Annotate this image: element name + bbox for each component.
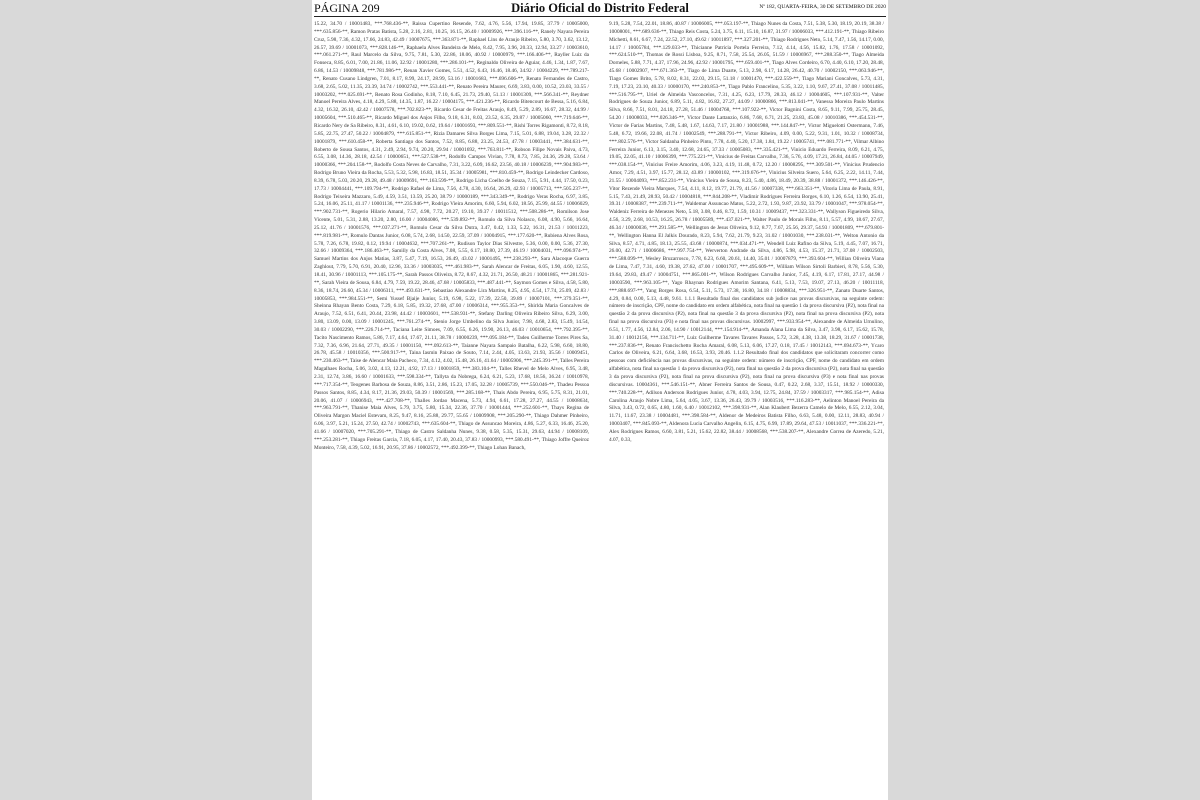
newspaper-page	[312, 0, 888, 800]
page-header	[314, 0, 886, 17]
issue-date: Nº 182, QUARTA-FEIRA, 30 DE SETEMBRO DE 2020	[759, 4, 886, 10]
text-column-left	[314, 21, 589, 800]
publication-title: Diário Oficial do Distrito Federal	[511, 1, 689, 15]
text-column-right	[609, 21, 884, 800]
page-number: PÁGINA 209	[314, 1, 380, 15]
column-text: 15.22, 34.70 / 10001483, ***.768.436-**, Raissa Cupertino Resende, 7.62, 4.76, 5.56, 17.94, 19.85, 37.79 / 10005000, ***.635.856-**, Ramon Pratas Batista, 5.28, 2.16, 2.81, 10.25, 16.15, 26.40 / 10009926, ***.396.116-**, Ranely Nayara Pereira Cruz, 5.98, 7.36, 4.32, 17.66, 24.83, 42.49 / 10007675, ***.363.871-**, Raphael Lins de Araujo Ribeiro, 5.80, 3.70, 3.62, 13.12, 26.57, 39.69 / 10001073, ***.828.146-**, Raphaela Alves Bandeira de Melo, 8.42, 7.95, 3.96, 20.33, 12.94, 33.27 / 10003610, ***.061.271-**, Raul Marcelo da Silva, 9.75, 7.81, 5.30, 22.86, 18.06, 40.92 / 10000979, ***.166.406-**, Rayller Luiz da Fonseca, 8.85, 6.01, 7.00, 21.86, 11.06, 32.92 / 10001280, ***.286.101-**, Reginaldo Oliveira de Aguiar, 4.46, 1.34, 1.87, 7.67, 6.86, 14.53 / 10009848, ***.781.986-**, Renan Xavier Gomes, 5.51, 4.52, 6.43, 16.46, 18.46, 34.92 / 10004229, ***.789.217-**, Renato Cusano Lindgren, 7.01, 8.17, 8.99, 24.17, 28.99, 53.16 / 10001683, ***.696.606-**, Renato Fernandes de Castro, 3.68, 2.65, 5.02, 11.35, 23.39, 34.74 / 10002742, ***.553.441-**, Renato Pereira Maurer, 6.69, 3.83, 0.00, 10.52, 23.03, 33.55 / 10003202, ***.025.691-**, Renato Rosa Godinho, 8.18, 7.10, 6.45, 21.73, 29.40, 51.13 / 10001309, ***.566.341-**, Reydner Manoel Pereira Alves, 4.18, 4.29, 5.88, 14.35, 1.87, 16.22 / 10004175, ***.421.236-**, Ricardo Bitencourt de Bessa, 5.16, 6.84, 4.32, 16.32, 26.10, 42.42 / 10007578, ***.702.823-**, Ricardo Cesar de Freitas Araujo, 8.49, 5.29, 2.89, 16.67, 28.32, 44.99 / 10005604, ***.510.465-**, Ricardo Miguel dos Anjos Filho, 9.18, 6.31, 8.03, 23.52, 6.35, 29.87 / 10005060, ***.719.646-**, Ricardo Nery de Sa Ribeiro, 8.31, 4.61, 6.10, 19.02, 0.62, 19.64 / 10001693, ***.809.551-**, Rishi Torres Rigamonti, 8.72, 8.18, 5.85, 22.75, 27.47, 50.22 / 10004879, ***.615.851-**, Rizia Damares Silva Borges Lima, 7.15, 5.01, 6.88, 19.04, 3.28, 22.32 / 10001879, ***.610.458-**, Roberta Santiago dos Santos, 7.52, 8.85, 6.88, 23.25, 24.53, 47.78 / 10003441, ***.384.631-**, Roberto de Sousa Santos, 4.31, 2.49, 2.94, 9.74, 20.20, 29.94 / 10001692, ***.763.811-**, Robson Filipe Novais Paiva, 4.73, 6.55, 3.08, 14.36, 28.18, 42.54 / 10000651, ***.527.538-**, Rodolfo Campos Vivian, 7.78, 8.73, 7.85, 24.36, 29.28, 53.64 / 10000366, ***.204.158-**, Rodolfo Costa Neves de Carvalho, 7.31, 3.22, 6.09, 16.62, 23.56, 40.18 / 10006239, ***.904.983-**, Rodrigo Bruno Vieira da Rocha, 5.53, 5.32, 5.98, 16.83, 18.51, 35.34 / 10005981, ***.810.459-**, Rodrigo Leindecker Cardoso, 8.39, 6.78, 5.03, 20.20, 29.28, 49.48 / 10009691, ***.163.599-**, Rodrigo Licha Coelho de Souza, 7.15, 5.91, 4.44, 17.50, 0.23, 17.73 / 10004441, ***.109.794-**, Rodrigo Rafael de Lima, 7.56, 4.78, 4.30, 16.64, 26.29, 42.93 / 10005713, ***.505.237-**, Rodrigo Teixeira Mazzaro, 5.49, 4.59, 3.51, 13.59, 25.20, 38.79 / 10000189, ***.343.349-**, Rodrigo Veras Rocha, 6.97, 3.85, 5.24, 16.06, 25.11, 41.17 / 10001136, ***.235.946-**, Rodrigo Vieira Amorim, 6.60, 5.94, 6.02, 18.56, 25.99, 44.55 / 10006029, ***.902.731-**, Rogerio Hilario Amaral, 7.57, 4.98, 7.72, 20.27, 19.10, 39.37 / 10011512, ***.508.286-**, Romilson Jose Vicente, 5.01, 5.31, 2.88, 13.20, 2.80, 16.00 / 10004086, ***.539.892-**, Romulo da Silva Nolasco, 6.08, 4.90, 5.66, 16.64, 25.12, 41.76 / 10001576, ***.037.271-**, Romulo Cesar da Silva Dutra, 3.47, 0.42, 1.33, 5.22, 16.31, 21.53 / 10011223, ***.819.981-**, Romulo Dantas Junior, 6.08, 5.74, 2.68, 14.50, 22.59, 37.09 / 10004915, ***.177.620-**, Rubiena Alves Rosa, 5.78, 7.26, 6.78, 19.82, 0.12, 19.94 / 10004632, ***.707.261-**, Rudison Taylor Dias Silvestre, 5.36, 0.00, 0.00, 5.36, 27.30, 32.66 / 10009364, ***.186.463-**, Samilly da Costa Alves, 7.08, 5.55, 6.17, 18.80, 27.39, 46.19 / 10004031, ***.096.974-**, Samuel Martins dos Anjos Matias, 3.87, 5.47, 7.19, 16.53, 26.49, 43.02 / 10001495, ***.238.293-**, Sara Alacoque Guerra Zaghlout, 7.79, 5.70, 6.91, 20.40, 12.96, 33.36 / 10003035, ***.461.983-**, Sarah Alencar de Freitas, 6.05, 1.90, 4.60, 12.55, 18.41, 30.96 / 10001113, ***.105.175-**, Sarah Passos Oliveira, 8.72, 8.67, 4.32, 21.71, 26.50, 48.21 / 10001865, ***.281.921-**, Sarah Vieira de Sousa, 6.84, 4.79, 7.59, 19.22, 28.46, 47.68 / 10005833, ***.487.441-**, Saymon Gomes e Silva, 4.58, 5.80, 8.36, 18.74, 26.60, 45.34 / 10006311, ***.493.631-**, Sebastiao Alexandre Lira Martins, 8.25, 4.95, 4.54, 17.74, 25.09, 42.83 / 10005853, ***.984.551-**, Semi Yussef Bjaije Junior, 5.19, 6.98, 5.22, 17.39, 22.50, 39.89 / 10007101, ***.379.351-**, Sheinna Rhayan Bento Costa, 7.29, 6.18, 5.85, 19.32, 27.68, 47.00 / 10006314, ***.955.353-**, Shirlda Maria Goncalves de Araujo, 7.52, 6.51, 6.41, 20.44, 23.98, 44.42 / 10003601, ***.538.931-**, Stefany Darling Oliveira Ribeiro Silva, 6.29, 3.00, 3.80, 13.09, 0.00, 13.09 / 10001245, ***.761.274-**, Stenio Jorge Umbelino da Silva Junior, 7.98, 4.68, 2.83, 15.49, 14.54, 30.03 / 10002290, ***.226.714-**, Taciana Leite Simoes, 7.09, 6.55, 6.26, 19.90, 26.13, 46.03 / 10010654, ***.792.395-**, Tacito Nascimento Ramos, 5.86, 7.17, 4.64, 17.67, 21.11, 38.78 / 10000239, ***.095.184-**, Tadeu Guilherme Torres Pires Sa, 7.32, 7.36, 6.96, 21.64, 27.71, 49.35 / 10001150, ***.092.613-**, Taianne Nayara Sampaio Batalha, 6.22, 5.98, 6.60, 18.80, 26.78, 45.58 / 10010356, ***.500.917-**, Taina Iasmin Paixao de Souto, 7.14, 2.44, 4.05, 13.63, 21.93, 35.56 / 10009451, ***.230.463-**, Taise de Alencar Maia Pacheco, 7.34, 4.12, 4.02, 15.48, 26.16, 41.64 / 10005906, ***.245.391-**, Talles Pereira Magalhaes Rocha, 5.06, 3.02, 4.13, 12.21, 4.92, 17.13 / 10001859, ***.383.104-**, Talles Rhevel de Melo Alves, 6.95, 3.48, 2.31, 12.74, 3.86, 16.60 / 10001633, ***.598.334-**, Tallyta da Nobrega, 6.24, 6.21, 5.23, 17.68, 18.56, 36.24 / 10010978, ***.717.354-**, Teogenes Barbosa de Souza, 8.86, 3.51, 2.86, 15.23, 17.05, 32.28 / 10005739, ***.550.046-**, Thadeu Pessoa Passos Santos, 8.85, 4.34, 8.17, 21.36, 29.03, 50.39 / 10001569, ***.285.168-**, Thais Abdo Pereira, 6.95, 5.75, 8.31, 21.01, 20.06, 41.07 / 10006943, ***.427.708-**, Thalles Jordao Macena, 5.73, 4.94, 6.61, 17.28, 27.27, 44.55 / 10008634, ***.963.791-**, Thanise Maia Alves, 5.79, 3.75, 5.80, 15.34, 22.36, 37.70 / 10001444, ***.252.601-**, Thays Regina de Oliveira Margon Maciel Estevam, 8.25, 9.47, 8.16, 25.88, 29.77, 55.65 / 10009908, ***.205.290-**, Thiago Dahmer Pinheiro, 6.06, 3.97, 5.21, 15.24, 27.50, 42.74 / 10002743, ***.635.604-**, Thiago de Assuncao Moreira, 4.86, 5.27, 6.33, 16.46, 25.20, 41.66 / 10007020, ***.705.291-**, Thiago de Castro Saldanha Nunes, 9.38, 0.58, 5.35, 15.31, 29.63, 44.94 / 10008109, ***.253.281-**, Thiago Freitas Garcia, 7.18, 6.05, 4.17, 17.40, 20.43, 37.83 / 10000993, ***.580.491-**, Thiago Joffre Queiroz Monteiro, 7.58, 4.39, 5.02, 16.91, 20.95, 37.86 / 10002572, ***.492.399-**, Thiago Lohan Banach,	[314, 21, 589, 451]
column-text: 9.19, 5.28, 7.54, 22.01, 18.86, 40.87 / 10006005, ***.053.197-**, Thiago Nunes da Costa, 7.51, 5.38, 5.30, 18.19, 20.19, 38.38 / 10008001, ***.689.636-**, Thiago Reis Costa, 5.24, 3.75, 6.11, 15.10, 16.87, 31.97 / 10006033, ***.412.191-**, Thiago Ribeiro Michetti, 8.61, 6.67, 7.24, 22.52, 27.10, 49.62 / 10011897, ***.327.201-**, Thiago Rodrigues Neto, 5.14, 7.47, 1.56, 14.17, 0.00, 14.17 / 10005784, ***.129.033-**, Thicianne Patricia Portela Ferreira, 7.12, 4.14, 4.56, 15.82, 1.76, 17.58 / 10001092, ***.624.510-**, Thomas de Rossi Lisboa, 9.25, 8.71, 7.58, 25.54, 26.05, 51.59 / 10006967, ***.288.350-**, Tiago Almeida Dorneles, 5.88, 7.71, 4.37, 17.96, 24.96, 42.92 / 10001795, ***.659.401-**, Tiago Alves Cordeiro, 6.70, 4.40, 6.10, 17.20, 28.48, 45.68 / 10002907, ***.671.363-**, Tiago de Lima Duarte, 5.13, 2.98, 6.17, 14.28, 26.42, 40.70 / 10002150, ***.063.946-**, Tiago Gomes Brito, 5.78, 8.02, 8.31, 22.03, 29.15, 51.18 / 10001470, ***.422.559-**, Tiago Mariani Goncalves, 5.73, 4.31, 7.19, 17.23, 23.10, 40.33 / 10000170, ***.240.853-**, Tiago Pablo Francelino, 5.35, 3.22, 1.10, 9.67, 27.41, 37.08 / 10011485, ***.516.795-**, Uriel de Almeida Vasconcelos, 7.31, 4.25, 6.23, 17.79, 28.33, 46.12 / 10004605, ***.107.931-**, Valter Rodrigues de Souza Junior, 6.89, 5.11, 4.82, 16.82, 27.27, 44.09 / 10000866, ***.813.041-**, Vanessa Moreira Paulo Martins Silva, 8.66, 7.51, 8.01, 24.18, 27.28, 51.46 / 10004768, ***.107.922-**, Victor Bagnini Costa, 8.65, 9.11, 7.99, 25.75, 28.45, 54.20 / 10008033, ***.026.346-**, Victor Dante Lattanzio, 6.86, 7.68, 6.71, 21.25, 23.83, 45.08 / 10010386, ***.454.531-**, Victor de Farias Martins, 7.48, 5.48, 1.67, 14.63, 7.17, 21.80 / 10001988, ***.144.847-**, Victor Miguelotti Ostermann, 7.46, 5.48, 6.72, 19.66, 22.08, 41.74 / 10002549, ***.288.791-**, Victor Ribeiro, 4.09, 0.00, 5.22, 9.31, 1.01, 10.32 / 10008734, ***.802.576-**, Victor Saldanha Pinheiro Pinto, 7.78, 4.40, 5.20, 17.38, 1.84, 19.22 / 10005741, ***.081.771-**, Vilmar Albino Ferreira Junior, 6.13, 3.15, 3.40, 12.68, 24.65, 37.33 / 10005083, ***.335.421-**, Vinicio Eduardo Ferreira, 8.09, 6.21, 4.75, 19.05, 22.05, 41.10 / 10006399, ***.775.221-**, Vinicius de Freitas Carvalho, 7.36, 5.76, 4.09, 17.21, 26.84, 44.05 / 10007949, ***.038.154-**, Vinicius Freire Amorim, 4.06, 3.23, 4.19, 11.48, 0.72, 12.20 / 10008295, ***.309.501-**, Vinicius Prudencio Amor, 7.29, 4.51, 3.97, 15.77, 28.12, 43.89 / 10000102, ***.319.676-**, Vinicius Silveira Suero, 5.64, 6.25, 2.22, 14.11, 7.44, 21.55 / 10004093, ***.852.231-**, Vinicius Vieira de Sousa, 8.23, 5.40, 4.86, 18.49, 20.39, 38.88 / 10001372, ***.146.426-**, Vitor Rezende Vieira Marques, 7.54, 4.11, 8.12, 19.77, 21.79, 41.56 / 10007338, ***.663.351-**, Vitoria Lima de Paula, 8.91, 5.15, 7.43, 21.49, 28.93, 50.42 / 10004818, ***.844.208-**, Vladimir Rodrigues Ferreira Borges, 6.10, 1.26, 6.54, 13.90, 25.41, 39.31 / 10008387, ***.239.711-**, Waldemar Assuncao Matos, 5.22, 2.72, 1.93, 9.87, 23.92, 33.79 / 10001047, ***.978.054-**, Waldeniz Ferreira de Menezes Neto, 5.18, 3.08, 0.46, 8.72, 1.59, 10.31 / 10009437, ***.323.331-**, Wallyson Figueiredo Silva, 4.56, 3.29, 2.68, 10.53, 16.25, 26.78 / 10005589, ***.437.021-**, Walter Paulo de Morais Filho, 8.11, 5.57, 4.99, 18.67, 27.67, 46.34 / 10000036, ***.291.585-**, Wellington de Jesus Oliveira, 9.12, 8.77, 7.67, 25.56, 29.37, 54.93 / 10001809, ***.679.801-**, Wellington Hanna El Jalkis Dourado, 8.23, 5.94, 7.62, 21.79, 9.23, 31.02 / 10001030, ***.238.031-**, Welton Antonio da Silva, 8.57, 4.71, 4.85, 18.13, 25.55, 43.68 / 10000874, ***.034.471-**, Wendell Luiz Rafino da Silva, 5.19, 4.45, 7.07, 16.71, 26.00, 42.71 / 10006686, ***.997.754-**, Werverton Andrade da Silva, 4.86, 5.98, 4.53, 15.37, 21.71, 37.08 / 10002503, ***.588.099-**, Wesley Bruzarrosco, 7.78, 6.23, 6.60, 20.61, 14.40, 35.01 / 10007879, ***.393.604-**, Willian Oliveira Viana de Lima, 7.47, 7.31, 4.60, 19.38, 27.62, 47.00 / 10001707, ***.495.609-**, William Wilson Sirtoli Barbieri, 8.78, 5.56, 5.30, 19.64, 29.83, 49.47 / 10004751, ***.865.001-**, Wilson Rodrigues Carvalho Junior, 7.45, 4.19, 6.17, 17.81, 27.17, 44.98 / 10003590, ***.963.105-**, Yago Rhaynan Rodrigues Amorim Santana, 6.41, 5.13, 7.53, 19.07, 27.13, 46.20 / 10011118, ***.888.697-**, Yang Borges Rosa, 6.54, 5.11, 5.73, 17.38, 16.80, 34.18 / 10008834, ***.326.951-**, Zanato Duarte Santos, 4.29, 0.84, 0.00, 5.13, 4.48, 9.61. 1.1.1 Resultado final dos candidatos sub judice nas provas discursivas, na seguinte ordem: número de inscrição, CPF, nome do candidato em ordem alfabética, nota final na questão 1 da prova discursiva (P2), nota final na questão 2 da prova discursiva (P2), nota final na questão 3 da prova discursiva (P2), nota final na prova discursiva (P2), nota final na prova discursiva (P3) e nota final nas provas discursivas. 10002997, ***.933.954-**, Alexandre de Almeida Urnulino, 6.51, 1.77, 4.56, 12.84, 2.06, 14.90 / 10012144, ***.154.914-**, Amanda Alana Lima da Silva, 3.47, 3.98, 6.17, 15.62, 15.78, 31.40 / 10012156, ***.134.711-**, Luiz Guilherme Tavares Tavares Passos, 5.72, 3.28, 4.38, 13.38, 18.29, 31.67 / 10001738, ***.237.836-**, Renato Francischetto Rocha Amaral, 6.08, 5.13, 6.06, 17.27, 0.18, 17.45 / 10012143, ***.694.673-**, Ycaro Carlos de Oliveira, 6.21, 6.64, 3.68, 16.53, 3.93, 20.46. 1.1.2 Resultado final dos candidatos que solicitaram concorrer como pessoas com deficiência nas provas discursivas, na seguinte ordem: número de inscrição, CPF, nome do candidato em ordem alfabética, nota final na questão 1 da prova discursiva (P2), nota final na questão 2 da prova discursiva (P2), nota final na questão 3 da prova discursiva (P2), nota final na prova discursiva (P2), nota final na prova discursiva (P3) e nota final nas provas discursivas. 10004361, ***.546.151-**, Abner Ferreira Santos de Sousa, 0.47, 0.22, 2.68, 3.37, 15.51, 18.92 / 10000330, ***.740.228-**, Adilson Anderson Rodrigues Junior, 4.78, 4.03, 3.94, 12.75, 24.84, 37.59 / 10003317, ***.985.154-**, Adisa Carolina Araujo Nobre Lima, 5.64, 4.05, 3.67, 13.36, 26.43, 39.79 / 10003516, ***.116.283-**, Aelinton Manoel Pereira da Silva, 3.43, 0.72, 0.65, 4.80, 1.60, 6.40 / 10012102, ***.398.931-**, Alan Klaubert Bezerra Camelo de Melo, 6.55, 2.12, 3.04, 11.71, 11.67, 23.38 / 10004481, ***.398.584-**, Aldenor de Medeiros Batista Filho, 6.63, 5.48, 0.00, 12.11, 28.83, 40.94 / 10003407, ***.845.093-**, Aldenora Lucia Carvalho Angelin, 6.15, 4.75, 6.99, 17.89, 29.64, 47.53 / 10011037, ***.336.221-**, Alex Rodrigues Ramos, 6.60, 3.81, 5.21, 15.62, 22.82, 38.44 / 10008568, ***.538.207-**, Alexandre Correa de Azeredo, 5.21, 4.07, 0.33,	[609, 21, 884, 443]
